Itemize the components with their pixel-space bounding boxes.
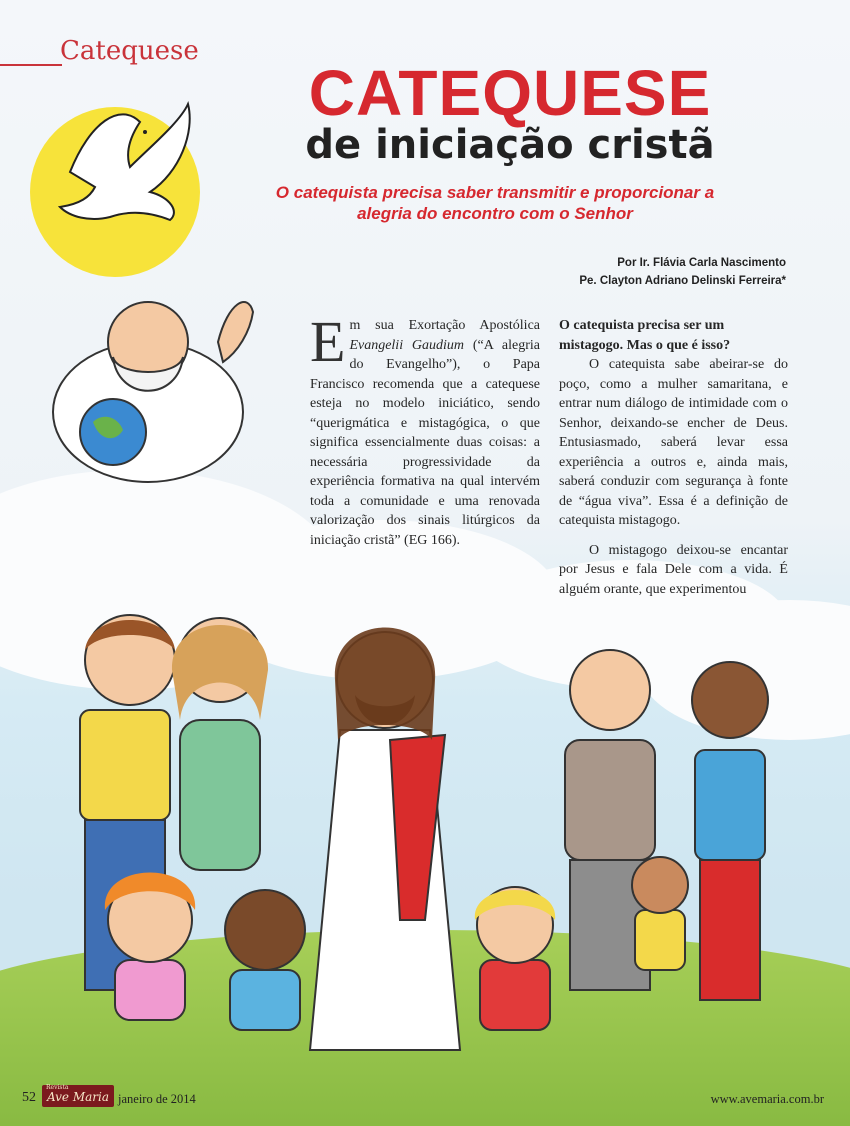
author-1: Por Ir. Flávia Carla Nascimento [617, 257, 786, 269]
article-subtitle: de iniciação cristã [305, 122, 715, 168]
column-left [310, 309, 540, 550]
work-title: Evangelii Gaudium [349, 337, 465, 353]
website-link[interactable]: www.avemaria.com.br [710, 1092, 824, 1106]
byline [579, 254, 786, 290]
magazine-logo [42, 1085, 114, 1107]
section-tag: Catequese [60, 36, 199, 66]
jesus-with-people-illustration [60, 600, 800, 1080]
logo-text: Ave Maria [46, 1090, 110, 1104]
issue-date: janeiro de 2014 [118, 1092, 196, 1106]
body-paragraph: O mistagogo deixou-se encantar por Jesus e fala Dele com a vida. É alguém orante, que experimentou [559, 542, 788, 597]
body-text: m sua Exortação Apostólica [349, 318, 540, 333]
body-paragraph: O catequista sabe abeirar-se do poço, como a mulher samaritana, e entrar num diálogo de intimidade com o Senhor, deixando-se encher de Deus. Entusiasmado, saberá levar essa experiência a outros e, ainda mais, saberá conduzir com segurança à fonte de “água viva”. Essa é a definição de catequista mistagogo. [559, 357, 788, 528]
god-with-globe-illustration [38, 282, 268, 492]
article-title: CATEQUESE [308, 57, 712, 129]
section-rule [0, 64, 62, 66]
article-lead: O catequista precisa saber transmitir e proporcionar a alegria do encontro com o Senhor [275, 183, 715, 223]
column-right [559, 316, 788, 599]
drop-cap: E [310, 309, 346, 374]
body-text: (“A alegria do Evangelho”), o Papa Francisco recomenda que a catequese esteja no modelo iniciático, sendo “querigmática e mistagógica, o que significa essencialmente duas coisas: a necessária progressividade da experiência formativa na qual intervém toda a comunidade e uma renovada valorização dos sinais litúrgicos da iniciação cristã” (EG 166). [310, 337, 540, 548]
sun-dove-illustration [30, 92, 230, 282]
logo-label: Revista [46, 1084, 69, 1091]
column-subhead: O catequista precisa ser um mistagogo. Mas o que é isso? [559, 318, 731, 353]
page-number: 52 [22, 1090, 36, 1105]
author-2: Pe. Clayton Adriano Delinski Ferreira* [579, 275, 786, 287]
